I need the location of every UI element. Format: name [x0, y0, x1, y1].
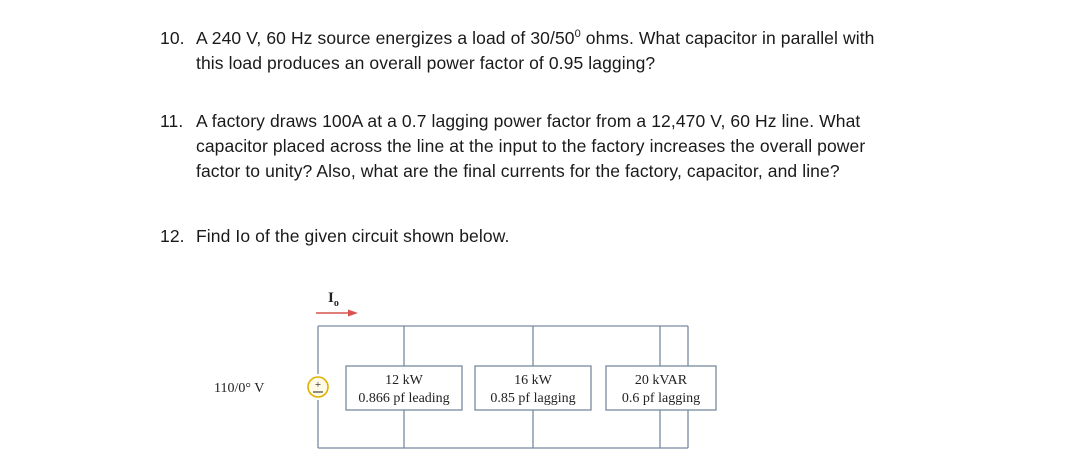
problem-number: 10. [160, 28, 185, 48]
load-2-pf: 0.85 pf lagging [490, 391, 576, 406]
problem-10-line-1 [160, 22, 875, 51]
problem-10 [160, 22, 875, 76]
problem-10-text-a: A 240 V, 60 Hz source energizes a load of 30/50 [196, 28, 575, 48]
problem-number: 11. [160, 111, 184, 131]
load-3-power: 20 kVAR [634, 373, 688, 388]
load-3-pf: 0.6 pf lagging [621, 391, 701, 406]
source-label: 110/0° V [214, 381, 265, 396]
source-plus: + [314, 379, 322, 391]
problem-10-line-2: this load produces an overall power factor of 0.95 lagging? [196, 53, 656, 73]
load-1-pf: 0.866 pf leading [358, 391, 450, 406]
problem-12 [160, 224, 509, 249]
problem-11-line-2: capacitor placed across the line at the input to the factory increases the overall power [196, 136, 866, 156]
problem-11-line-3: factor to unity? Also, what are the final currents for the factory, capacitor, and line? [196, 161, 840, 181]
current-label: $I_o$ [328, 290, 339, 309]
degree-superscript: 0 [574, 28, 581, 40]
problem-12-text: Find Io of the given circuit shown below. [196, 226, 510, 246]
current-arrow-head [348, 310, 358, 317]
problem-number: 12. [160, 226, 185, 246]
circuit-diagram [200, 280, 740, 455]
problem-12-line-1 [160, 224, 509, 249]
problem-11 [160, 109, 865, 184]
load-2-power: 16 kW [514, 373, 552, 388]
problem-11-text: A factory draws 100A at a 0.7 lagging power factor from a 12,470 V, 60 Hz line. What [196, 111, 861, 131]
load-1-power: 12 kW [385, 373, 423, 388]
problem-11-line-1 [160, 109, 865, 134]
problem-10-text-b: ohms. What capacitor in parallel with [580, 28, 875, 48]
